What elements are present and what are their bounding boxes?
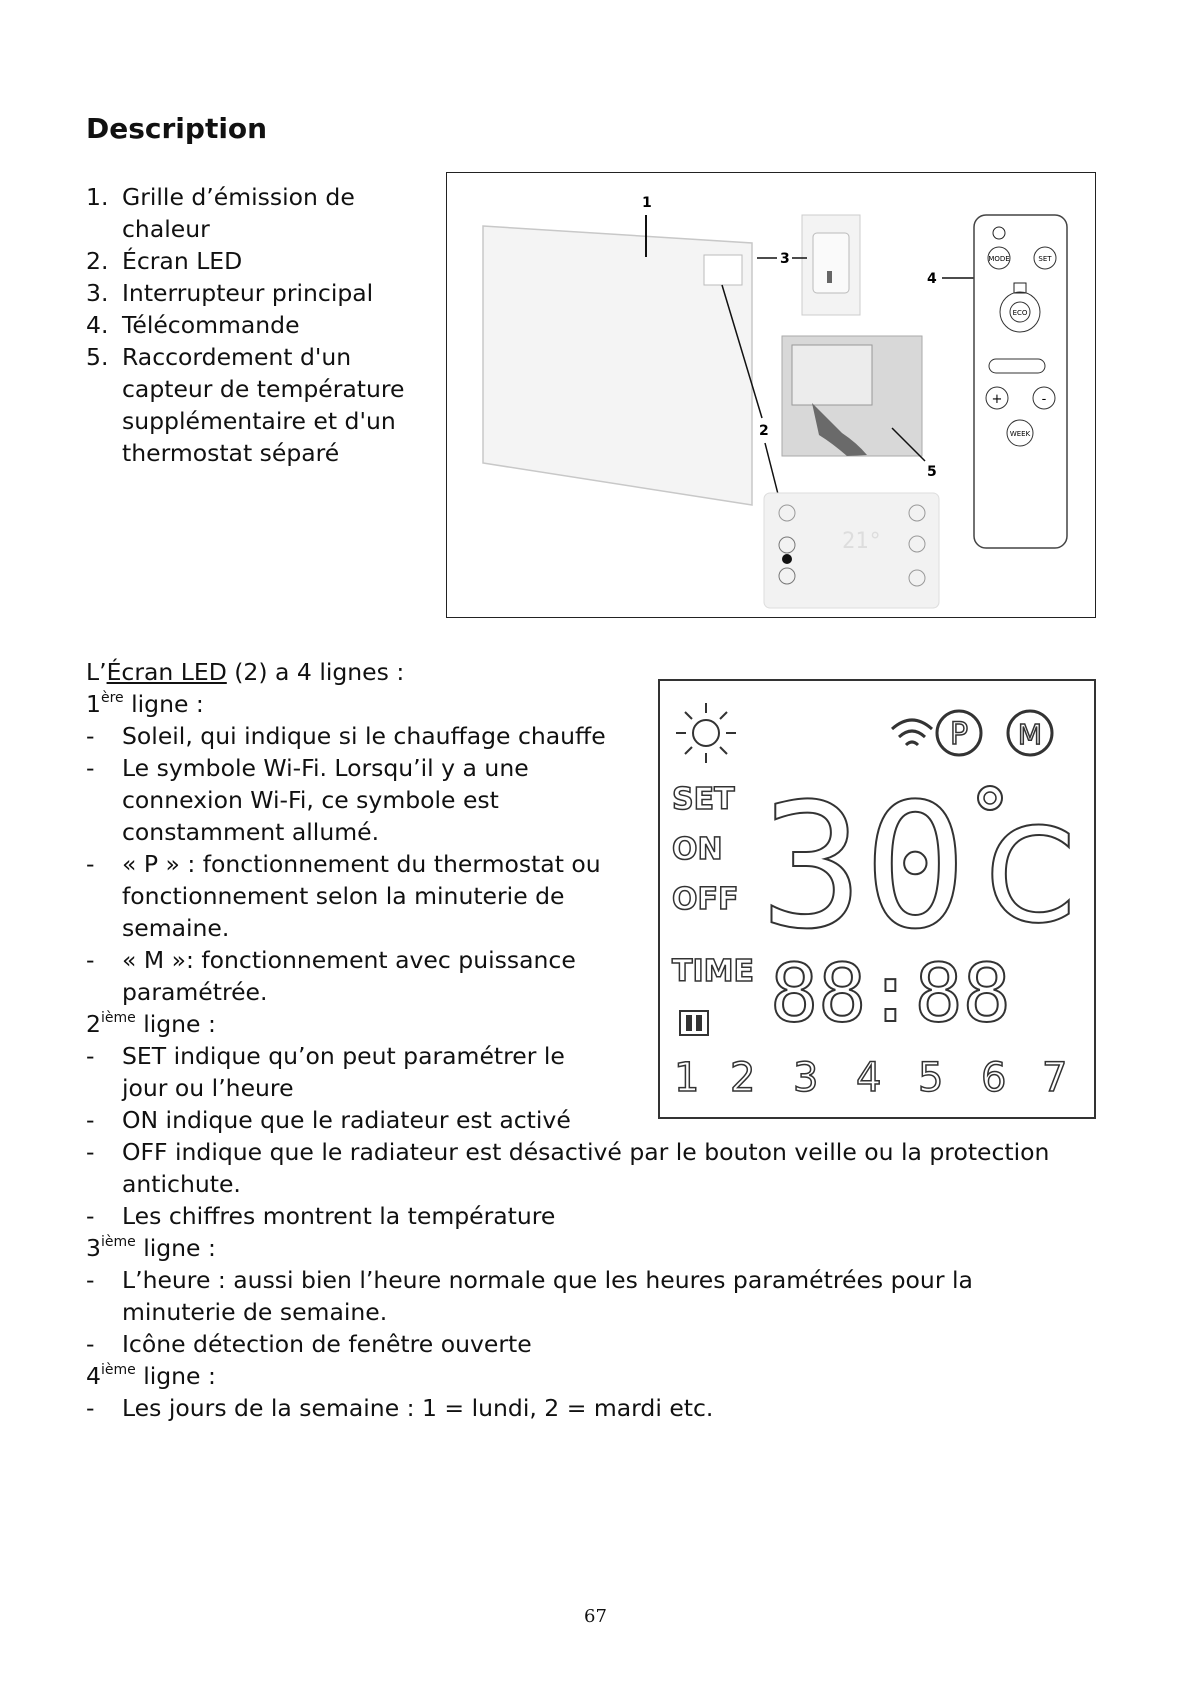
callout-3: 3 — [780, 251, 790, 267]
day-1: 1 — [674, 1055, 700, 1101]
m-icon-label: M — [1017, 718, 1043, 751]
day-3: 3 — [793, 1055, 819, 1101]
bullet: Les jours de la semaine : 1 = lundi, 2 = mardi etc. — [122, 1394, 714, 1422]
lcd-set-label: SET — [672, 782, 735, 817]
remote-set-label: SET — [1038, 255, 1052, 263]
callout-2: 2 — [759, 423, 769, 439]
row-heading: 1ère ligne : — [86, 690, 204, 718]
svg-text:21°: 21° — [842, 529, 882, 554]
remote-week-label: WEEK — [1009, 430, 1031, 438]
bullet-continuation: connexion Wi-Fi, ce symbole est — [122, 786, 499, 814]
product-figure — [446, 172, 1096, 618]
day-6: 6 — [981, 1055, 1007, 1101]
sun-icon — [676, 703, 736, 763]
day-4: 4 — [856, 1055, 882, 1101]
row-heading: 2ième ligne : — [86, 1010, 216, 1038]
remote-minus-label: - — [1041, 392, 1047, 407]
bullet-continuation: jour ou l’heure — [122, 1074, 294, 1102]
bullet-continuation: fonctionnement selon la minuterie de — [122, 882, 565, 910]
remote-plus-label: + — [991, 392, 1003, 407]
bullet: « P » : fonctionnement du thermostat ou — [122, 850, 601, 878]
callout-1: 1 — [642, 195, 652, 211]
lcd-temperature: 30 — [760, 766, 968, 967]
bullet-continuation: paramétrée. — [122, 978, 268, 1006]
page-number: 67 — [584, 1606, 607, 1627]
remote-eco-label: ECO — [1012, 309, 1028, 317]
bullet-continuation: minuterie de semaine. — [122, 1298, 388, 1326]
weekday-indicators — [674, 1055, 1067, 1101]
bullet-continuation: constamment allumé. — [122, 818, 380, 846]
wifi-icon — [892, 720, 932, 745]
day-2: 2 — [730, 1055, 756, 1101]
bullet: ON indique que le radiateur est activé — [122, 1106, 571, 1134]
lcd-on-label: ON — [672, 832, 723, 867]
row-heading: 4ième ligne : — [86, 1362, 216, 1390]
callout-5: 5 — [927, 464, 937, 480]
led-screen-term: Écran LED — [106, 658, 227, 686]
bullet-continuation: semaine. — [122, 914, 230, 942]
p-icon-label: P — [949, 717, 969, 752]
callout-4: 4 — [927, 271, 937, 287]
day-7: 7 — [1042, 1055, 1068, 1101]
bullet: « M »: fonctionnement avec puissance — [122, 946, 576, 974]
lcd-off-label: OFF — [672, 882, 739, 917]
bullet: Soleil, qui indique si le chauffage chauffe — [122, 722, 606, 750]
product-illustration — [447, 173, 1094, 616]
day-5: 5 — [918, 1055, 944, 1101]
bullet: L’heure : aussi bien l’heure normale que les heures paramétrées pour la — [122, 1266, 973, 1294]
bullet: Les chiffres montrent la température — [122, 1202, 556, 1230]
lcd-clock: 88:88 — [770, 947, 1011, 1040]
bullet: Le symbole Wi-Fi. Lorsqu’il y a une — [122, 754, 529, 782]
bullet: OFF indique que le radiateur est désactivé par le bouton veille ou la protection — [122, 1138, 1050, 1166]
lcd-illustration — [660, 681, 1094, 1117]
lcd-celsius: C — [985, 800, 1076, 952]
page-title: Description — [86, 112, 268, 145]
remote-mode-label: MODE — [988, 255, 1010, 263]
row-heading: 3ième ligne : — [86, 1234, 216, 1262]
bullet: Icône détection de fenêtre ouverte — [122, 1330, 532, 1358]
lcd-time-label: TIME — [672, 954, 754, 989]
intro-line: L’Écran LED (2) a 4 lignes : — [86, 658, 405, 686]
bullet-continuation: antichute. — [122, 1170, 241, 1198]
bullet: SET indique qu’on peut paramétrer le — [122, 1042, 565, 1070]
lcd-display-diagram — [658, 679, 1096, 1119]
panel-display — [704, 255, 742, 285]
open-window-icon — [680, 1011, 708, 1035]
